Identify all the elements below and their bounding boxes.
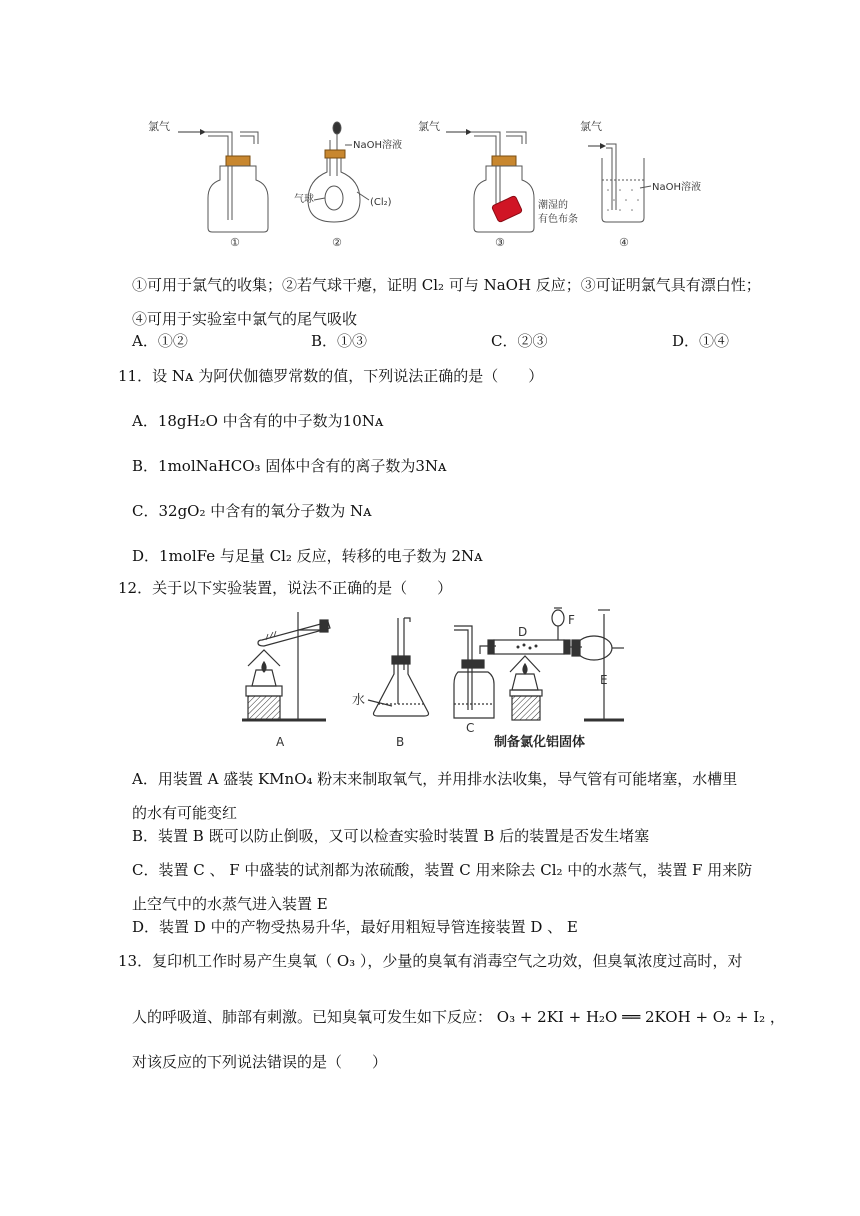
label-b: B: [396, 735, 405, 749]
label-3: ③: [495, 236, 505, 249]
q11-option-c[interactable]: C．32gO₂ 中含有的氧分子数为 Nᴀ: [132, 502, 372, 520]
q11-option-d[interactable]: D．1molFe 与足量 Cl₂ 反应，转移的电子数为 2Nᴀ: [132, 547, 483, 565]
label-naoh-solution-4: NaOH溶液: [652, 182, 701, 193]
label-naoh-solution-2: NaOH溶液: [353, 140, 402, 151]
q10-option-d[interactable]: D．①④: [672, 332, 730, 350]
apparatus-2-flask-balloon: [294, 122, 402, 249]
apparatus-4-beaker: [580, 119, 701, 249]
label-d: D: [518, 625, 528, 639]
q11-option-b[interactable]: B．1molNaHCO₃ 固体中含有的离子数为3Nᴀ: [132, 457, 447, 475]
label-2: ②: [332, 236, 342, 249]
label-chlorine-1: 氯气: [148, 120, 170, 133]
q11-option-a[interactable]: A．18gH₂O 中含有的中子数为10Nᴀ: [132, 412, 384, 430]
label-wet-cloth-2: 有色布条: [538, 214, 578, 225]
label-f: F: [568, 613, 575, 627]
q12-option-c-line2: 止空气中的水蒸气进入装置 E: [132, 895, 328, 913]
label-cl2: (Cl₂): [370, 197, 392, 208]
label-c: C: [466, 721, 475, 735]
q10-statement-line1: ①可用于氯气的收集；②若气球干瘪，证明 Cl₂ 可与 NaOH 反应；③可证明氯气具有漂白性；: [132, 276, 761, 294]
apparatus-A-heated-test-tube: [242, 612, 330, 749]
q10-option-c[interactable]: C．②③: [491, 332, 548, 350]
q12-option-c-line1[interactable]: C．装置 C 、 F 中盛装的试剂都为浓硫酸，装置 C 用来除去 Cl₂ 中的水蒸气，装置 F 用来防: [132, 861, 753, 879]
label-chlorine-3: 氯气: [418, 120, 440, 133]
q13-stem-line1: 13．复印机工作时易产生臭氧（ O₃ ），少量的臭氧有消毒空气之功效，但臭氧浓度过高时，对: [118, 952, 743, 970]
q11-stem: 11．设 Nᴀ 为阿伏伽德罗常数的值，下列说法正确的是（ ）: [118, 367, 544, 385]
q12-option-d[interactable]: D．装置 D 中的产物受热易升华，最好用粗短导管连接装置 D 、 E: [132, 918, 578, 936]
q12-option-a-line1[interactable]: A．用装置 A 盛装 KMnO₄ 粉末来制取氧气，并用排水法收集，导气管有可能堵塞，水槽里: [132, 770, 738, 788]
apparatus-3-bottle-cloth: [418, 119, 578, 249]
q13-stem-line3: 对该反应的下列说法错误的是（ ）: [132, 1053, 388, 1071]
figure-caption: 制备氯化铝固体: [494, 735, 586, 750]
label-chlorine-4: 氯气: [580, 120, 602, 133]
label-4: ④: [619, 236, 629, 249]
apparatus-1-gas-bottle: [148, 119, 268, 249]
label-balloon: 气球: [294, 194, 314, 205]
q12-stem: 12．关于以下实验装置，说法不正确的是（ ）: [118, 579, 453, 597]
label-1: ①: [230, 236, 240, 249]
q12-option-a-line2: 的水有可能变红: [132, 804, 238, 822]
label-water: 水: [352, 693, 366, 708]
q13-stem-line2: 人的呼吸道、肺部有刺激。已知臭氧可发生如下反应： O₃ + 2KI + H₂O ══ 2KOH + O₂ + I₂ ，: [132, 1008, 785, 1026]
q10-option-b[interactable]: B．①③: [311, 332, 368, 350]
q10-statement-line2: ④可用于实验室中氯气的尾气吸收: [132, 310, 358, 328]
figure-q12-apparatus: [232, 600, 642, 750]
label-a: A: [276, 735, 285, 749]
label-wet-cloth-1: 潮湿的: [538, 200, 568, 211]
apparatus-E-F-collector: [552, 608, 624, 720]
figure-q10-apparatus: [140, 110, 720, 250]
label-e: E: [600, 673, 608, 687]
apparatus-B-conical-flask: [352, 618, 429, 749]
q10-option-a[interactable]: A．①②: [132, 332, 188, 350]
q12-option-b[interactable]: B．装置 B 既可以防止倒吸，又可以检查实验时装置 B 后的装置是否发生堵塞: [132, 827, 650, 845]
